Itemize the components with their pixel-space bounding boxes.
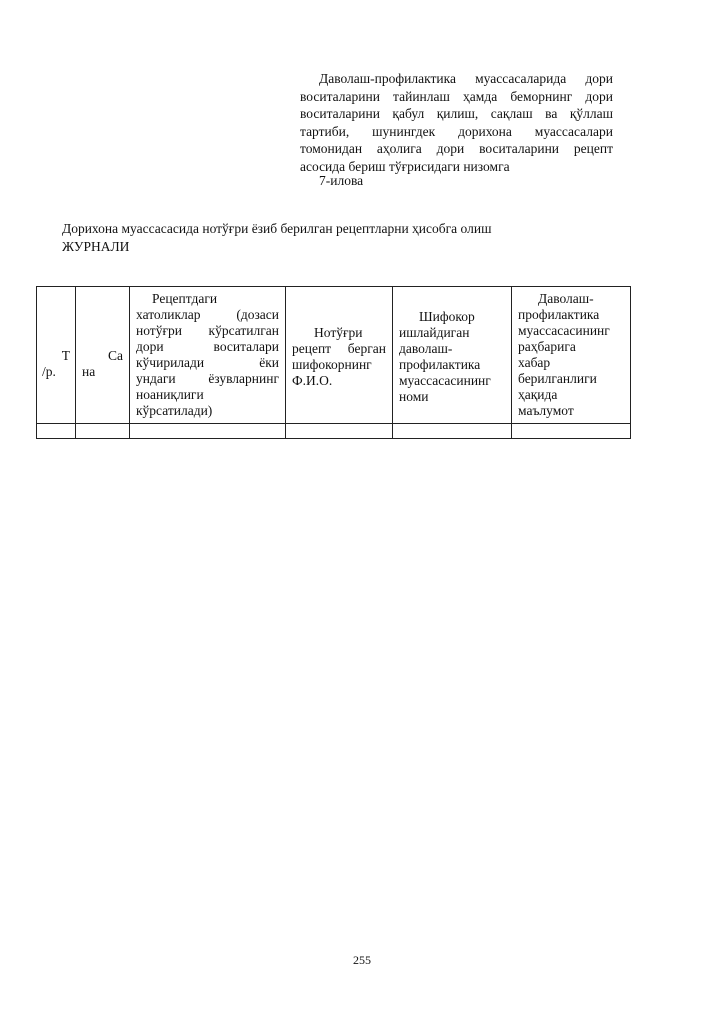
regulation-line: асосида бериш тўғрисидаги низомга bbox=[300, 158, 510, 174]
column-header-date: Са на bbox=[76, 287, 130, 424]
column-header-number: Т /р. bbox=[37, 287, 76, 424]
regulation-reference bbox=[300, 70, 613, 176]
column-header-institution: Шифокор ишлайдиган даволаш- профилактика муассасасининг номи bbox=[393, 287, 512, 424]
table-row bbox=[37, 424, 631, 439]
column-header-notification: Даволаш- профилактика муассасасининг раҳбарига хабар берилганлиги ҳақида маълумот bbox=[512, 287, 631, 424]
journal-title bbox=[62, 220, 491, 255]
table-cell bbox=[393, 424, 512, 439]
regulation-line: тартиби, шунингдек дорихона муассасалари bbox=[300, 123, 613, 139]
journal-title-line: ЖУРНАЛИ bbox=[62, 238, 130, 254]
journal-table bbox=[36, 286, 631, 439]
table-cell bbox=[512, 424, 631, 439]
table-header-row bbox=[37, 287, 631, 424]
page-number: 255 bbox=[353, 953, 371, 967]
table-cell bbox=[286, 424, 393, 439]
regulation-line: воситаларини қабул қилиш, сақлаш ва қўллаш bbox=[300, 106, 613, 122]
table-cell bbox=[37, 424, 76, 439]
regulation-line: воситаларини тайинлаш ҳамда беморнинг дори bbox=[300, 88, 613, 104]
regulation-line: томонидан аҳолига дори воситаларини рецепт bbox=[300, 141, 613, 157]
regulation-line: Даволаш-профилактика муассасаларида дори bbox=[319, 71, 613, 86]
journal-title-line: Дорихона муассасасида нотўғри ёзиб берилган рецептларни ҳисобга олиш bbox=[62, 221, 492, 236]
annex-number: 7-илова bbox=[319, 173, 364, 188]
table-cell bbox=[76, 424, 130, 439]
table-cell bbox=[130, 424, 286, 439]
column-header-doctor-name: Нотўғри рецепт берган шифокорнинг Ф.И.О. bbox=[286, 287, 393, 424]
column-header-errors: Рецептдаги хатоликлар (дозаси нотўғри кўрсатилган дори воситалари кўчирилади ёки ундаги ёзувларнинг ноаниқлиги кўрсатилади) bbox=[130, 287, 286, 424]
